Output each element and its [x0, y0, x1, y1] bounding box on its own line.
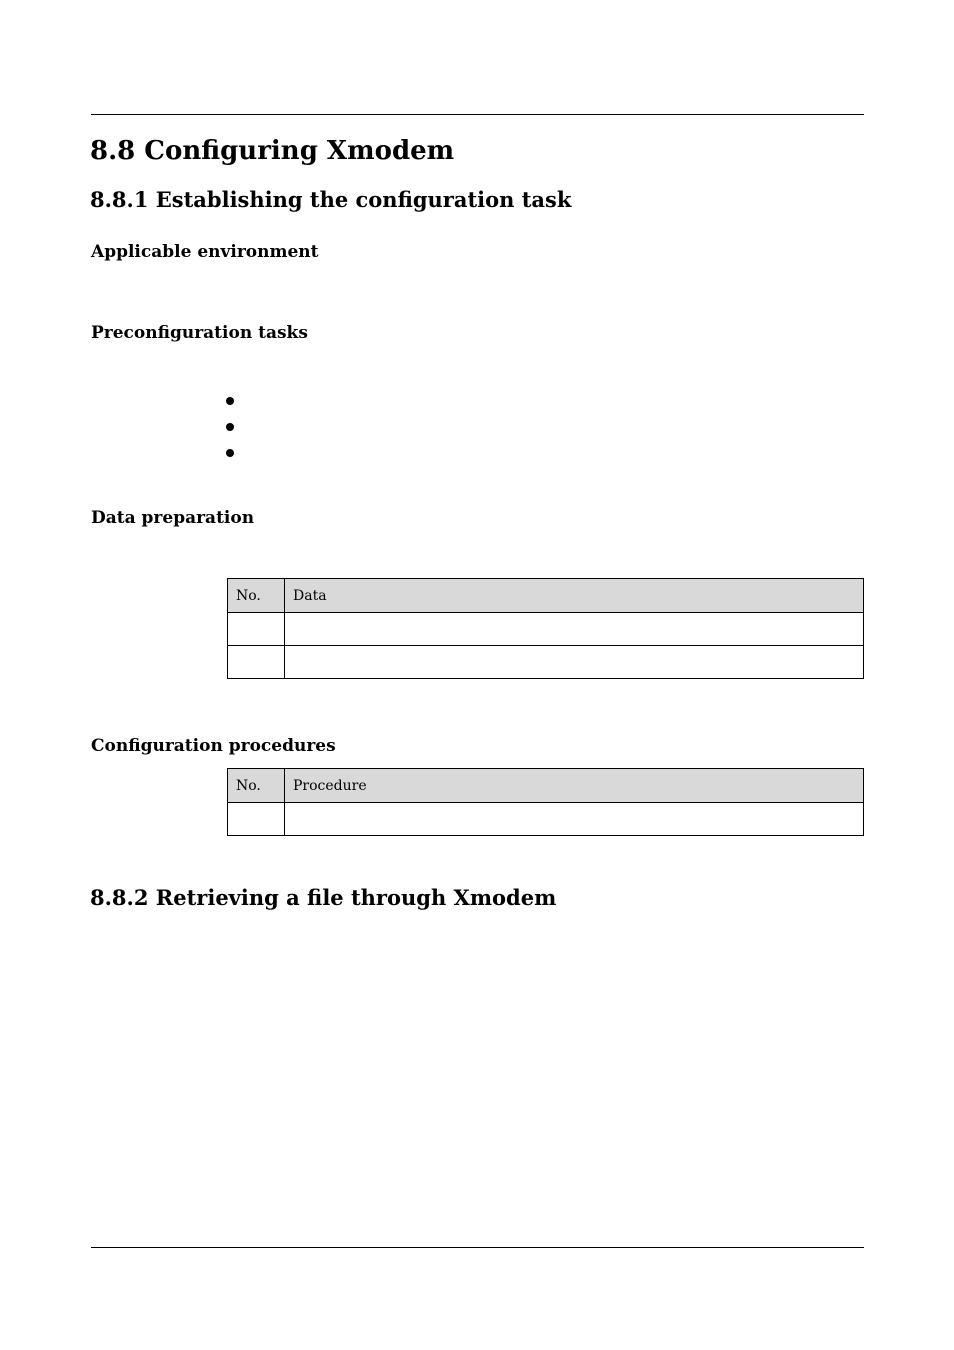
table-header-row	[228, 579, 864, 613]
table-cell	[228, 613, 285, 646]
subsection-title-retrieving: 8.8.2 Retrieving a file through Xmodem	[90, 885, 557, 910]
table-cell	[228, 646, 285, 679]
heading-configuration-procedures: Configuration procedures	[91, 736, 336, 756]
column-header-procedure: Procedure	[285, 769, 864, 803]
column-header-data: Data	[285, 579, 864, 613]
table-cell	[285, 613, 864, 646]
subsection-title-establishing: 8.8.1 Establishing the configuration task	[90, 187, 572, 212]
table-cell	[285, 803, 864, 836]
column-header-no: No.	[228, 769, 285, 803]
table-row	[228, 803, 864, 836]
column-header-no: No.	[228, 579, 285, 613]
table-header-row	[228, 769, 864, 803]
table-cell	[285, 646, 864, 679]
configuration-procedure-table	[227, 768, 864, 836]
heading-preconfiguration-tasks: Preconfiguration tasks	[91, 323, 308, 343]
footer-rule	[91, 1247, 864, 1248]
table-row	[228, 613, 864, 646]
table-cell	[228, 803, 285, 836]
header-rule	[91, 114, 864, 115]
heading-data-preparation: Data preparation	[91, 508, 255, 528]
data-preparation-table	[227, 578, 864, 679]
heading-applicable-environment: Applicable environment	[91, 242, 319, 262]
table-row	[228, 646, 864, 679]
section-title: 8.8 Configuring Xmodem	[90, 136, 455, 166]
bullet-icon	[226, 449, 234, 457]
bullet-icon	[226, 397, 234, 405]
bullet-icon	[226, 423, 234, 431]
